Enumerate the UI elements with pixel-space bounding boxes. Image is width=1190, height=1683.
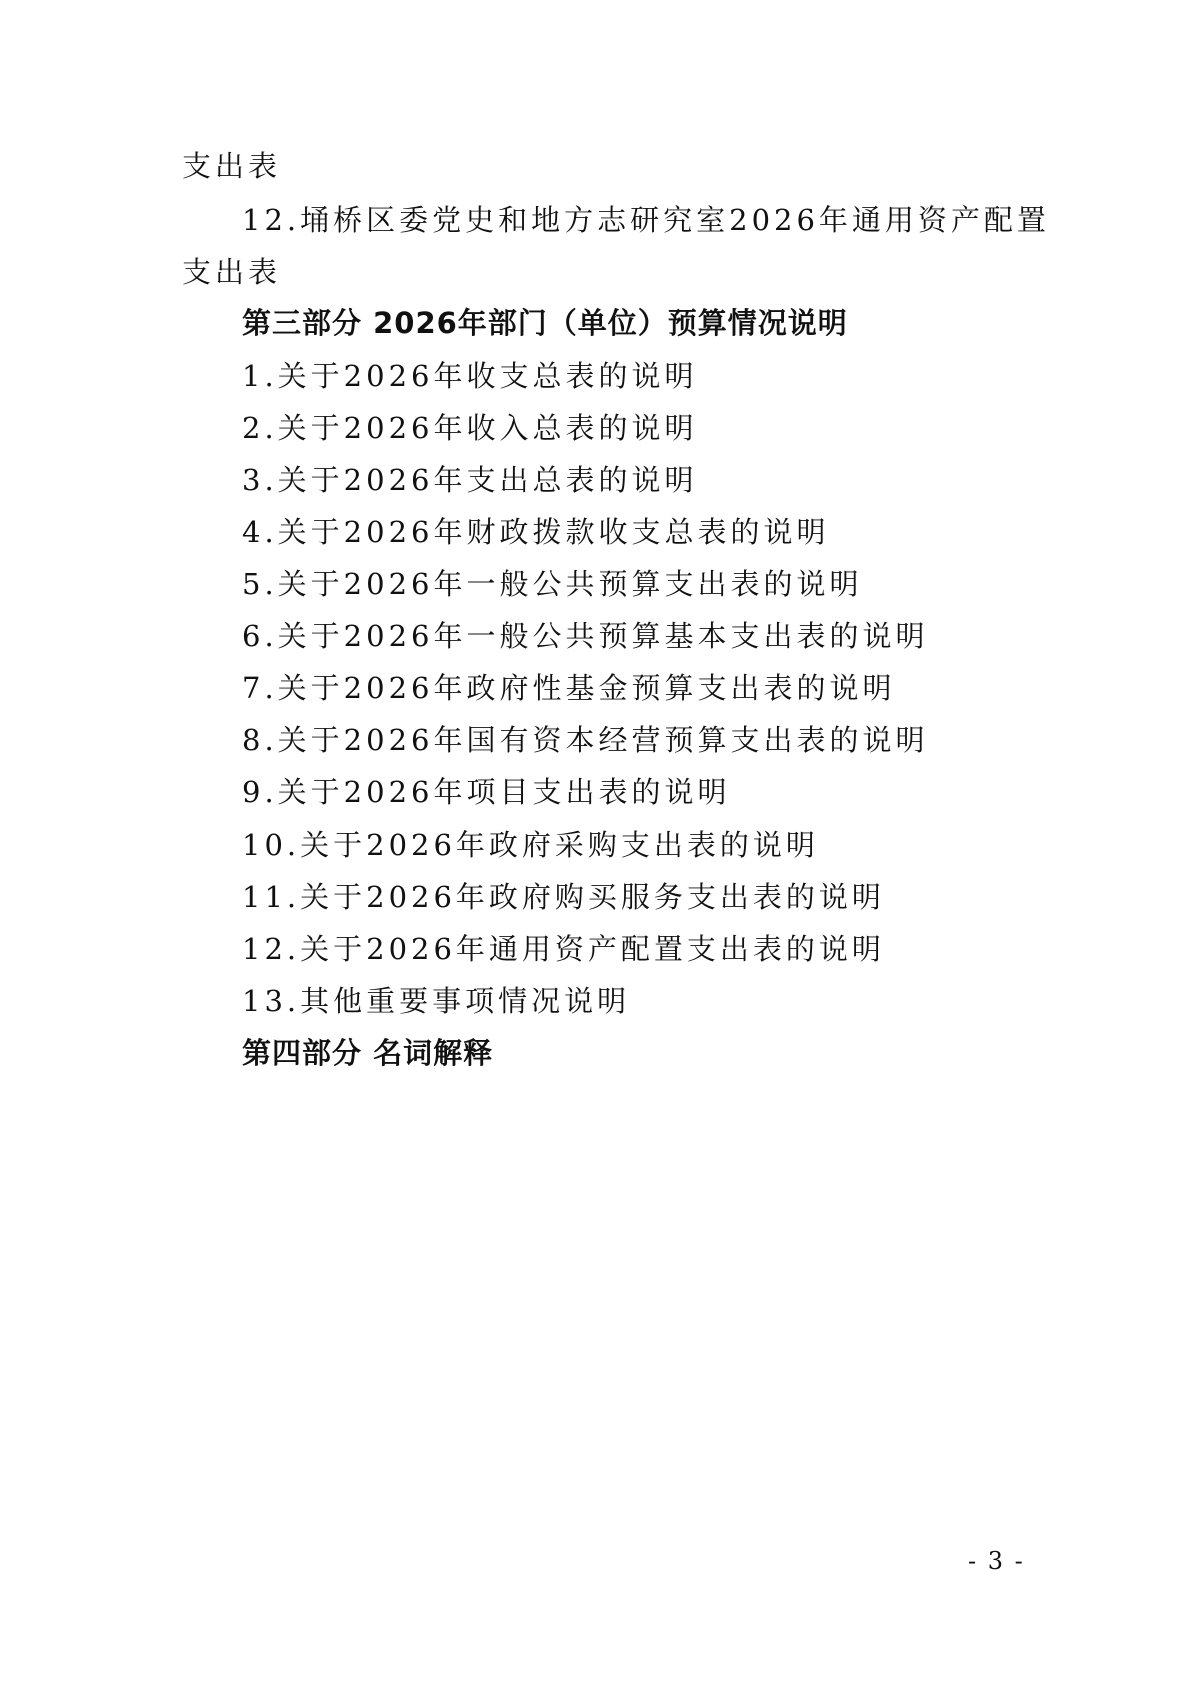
list-item: 7.关于2026年政府性基金预算支出表的说明: [242, 671, 896, 705]
continued-line: 支出表: [182, 149, 282, 183]
section-heading-part4: 第四部分 名词解释: [242, 1036, 494, 1070]
list-item: 5.关于2026年一般公共预算支出表的说明: [242, 567, 863, 601]
page-number: - 3 -: [968, 1547, 1025, 1575]
continued-line: 支出表: [182, 255, 282, 289]
list-item: 6.关于2026年一般公共预算基本支出表的说明: [242, 619, 929, 653]
list-item: 4.关于2026年财政拨款收支总表的说明: [242, 515, 830, 549]
list-item: 10.关于2026年政府采购支出表的说明: [242, 828, 819, 862]
section-heading-part3: 第三部分 2026年部门（单位）预算情况说明: [242, 306, 848, 340]
list-item: 8.关于2026年国有资本经营预算支出表的说明: [242, 723, 929, 757]
list-item: 12.关于2026年通用资产配置支出表的说明: [242, 932, 885, 966]
list-item: 13.其他重要事项情况说明: [242, 984, 631, 1018]
list-item: 2.关于2026年收入总表的说明: [242, 411, 698, 445]
list-item: 3.关于2026年支出总表的说明: [242, 463, 698, 497]
list-item: 9.关于2026年项目支出表的说明: [242, 775, 731, 809]
list-item: 1.关于2026年收支总表的说明: [242, 359, 698, 393]
list-item: 12.埇桥区委党史和地方志研究室2026年通用资产配置: [242, 203, 1050, 237]
list-item: 11.关于2026年政府购买服务支出表的说明: [242, 880, 885, 914]
